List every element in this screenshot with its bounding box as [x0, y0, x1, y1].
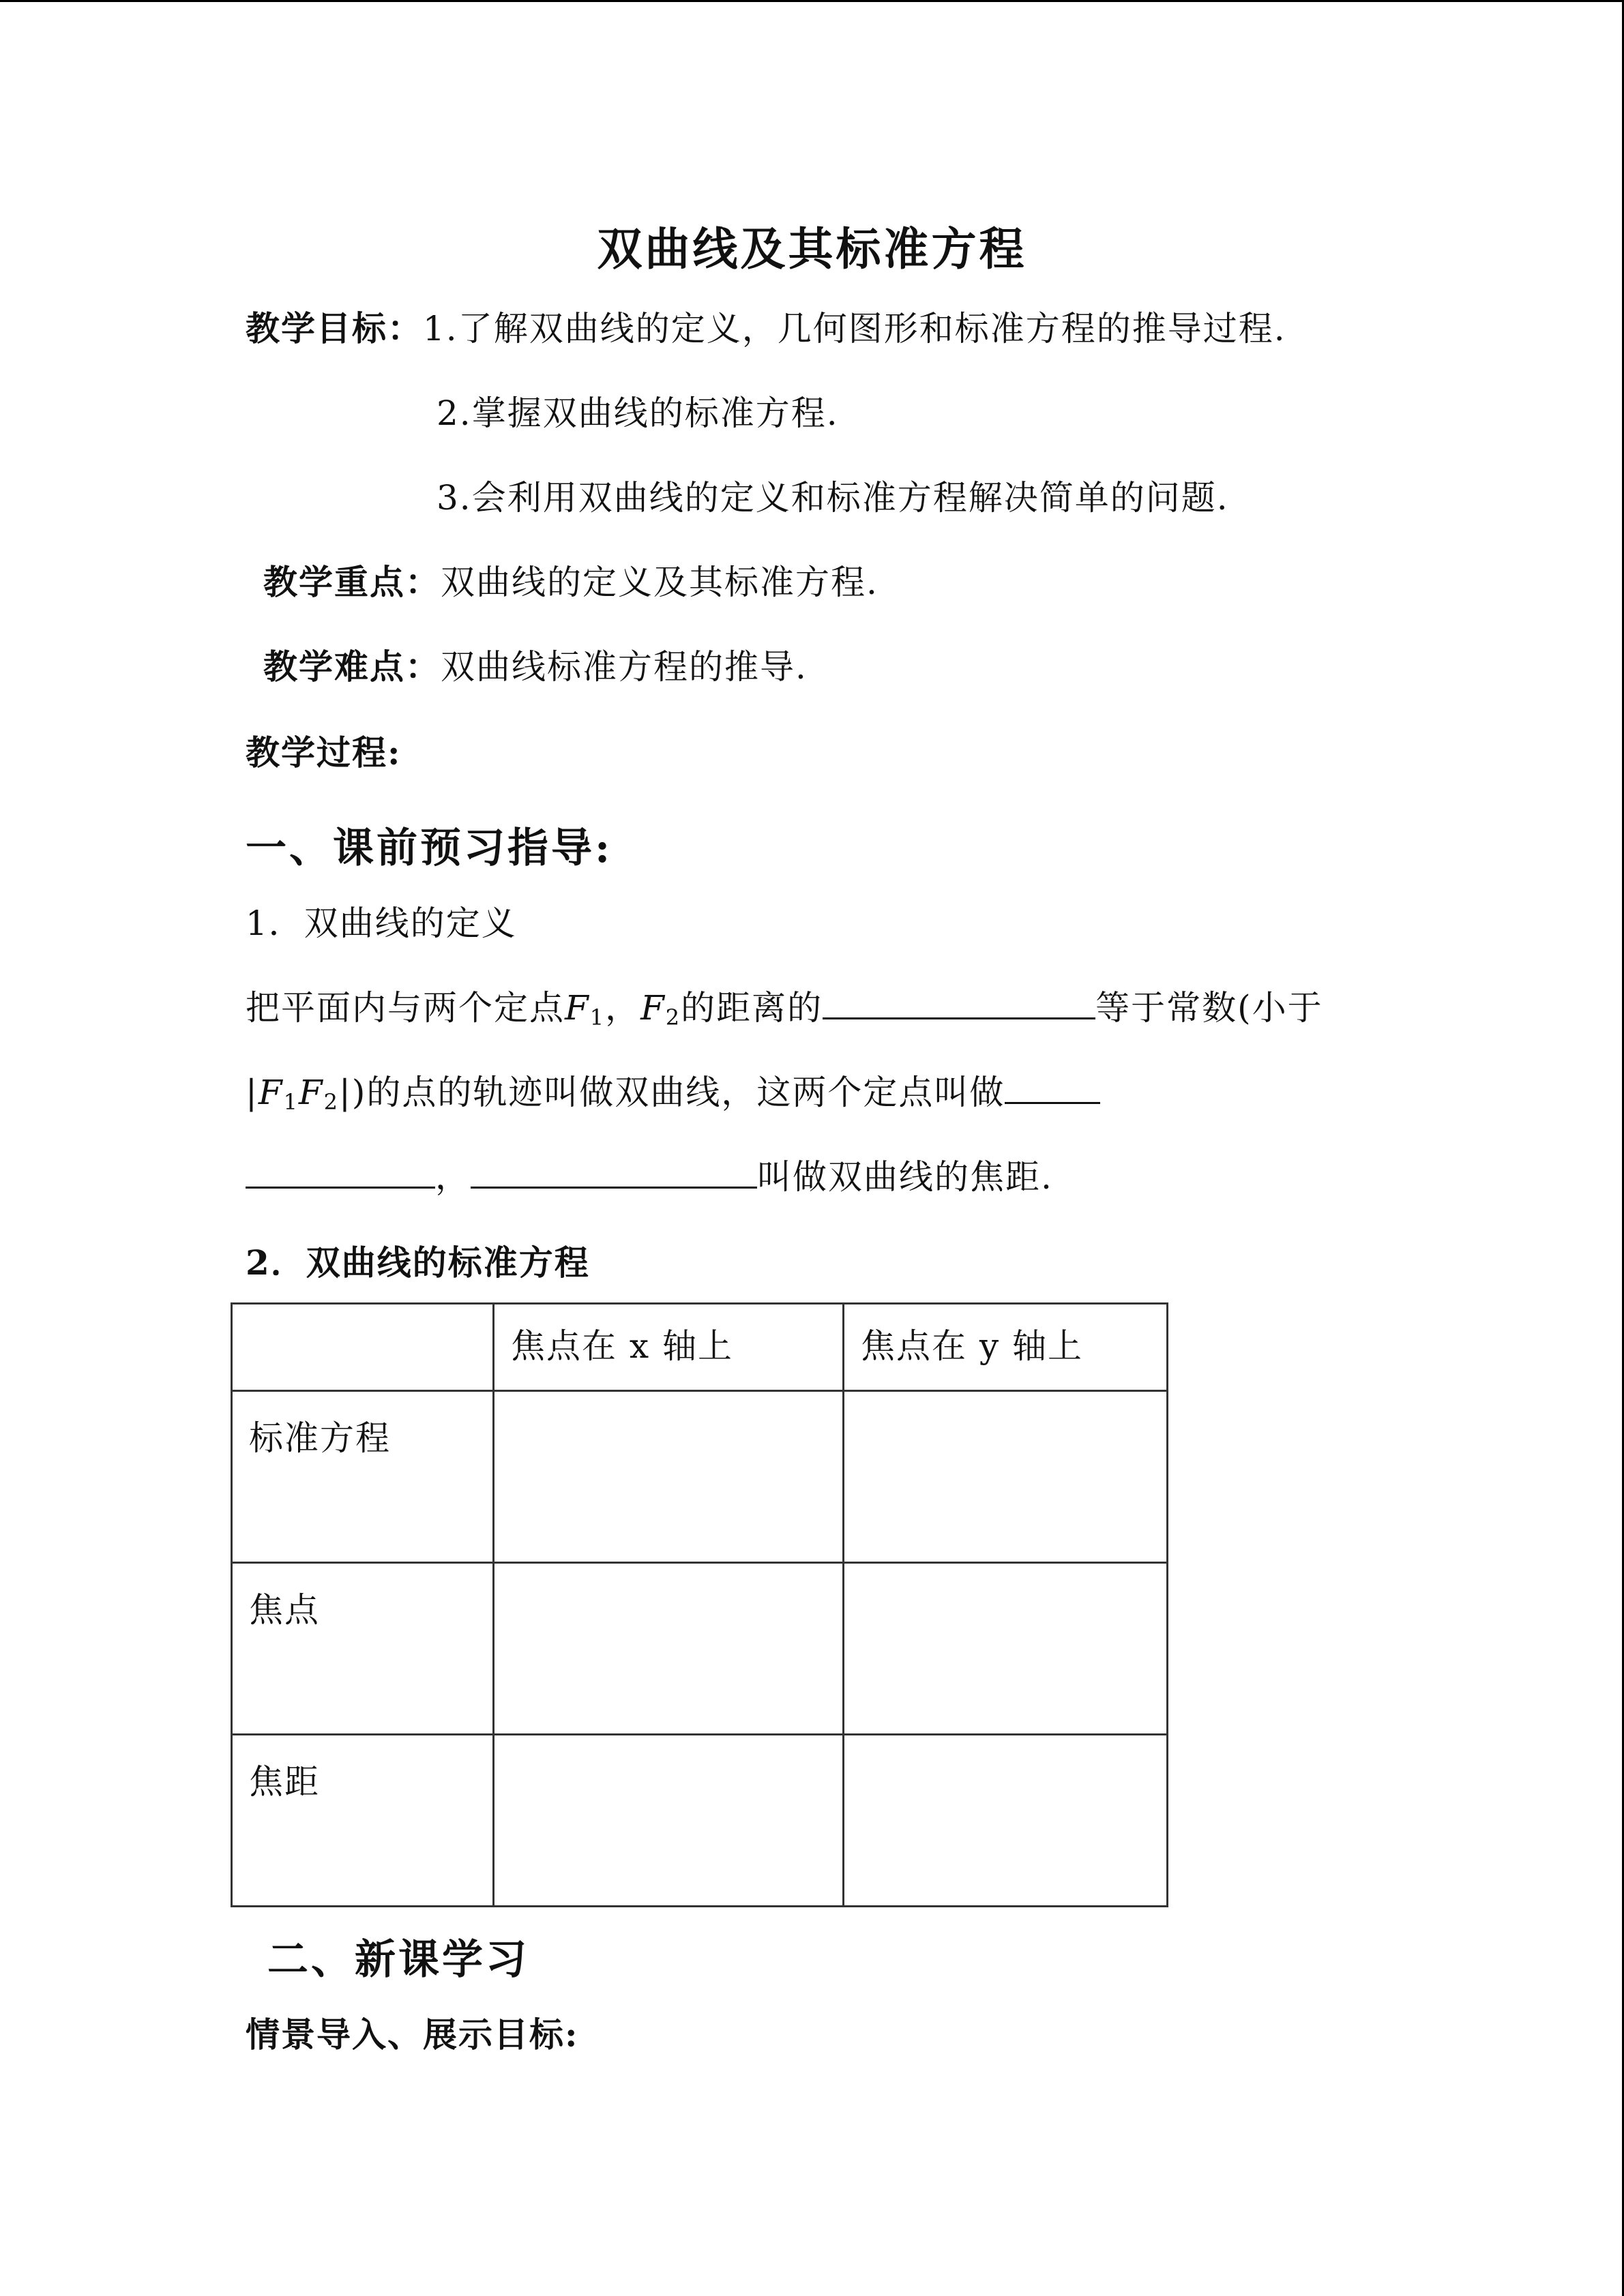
table-header-cell: 焦点在 x 轴上 — [494, 1304, 844, 1391]
key-point-label: 教学重点： — [263, 562, 441, 602]
table-row — [232, 1735, 1168, 1907]
objectives-label: 教学目标： — [246, 308, 423, 348]
answer-cell[interactable] — [494, 1391, 844, 1563]
row-label: 焦点 — [232, 1563, 494, 1735]
answer-cell[interactable] — [844, 1735, 1168, 1907]
f1-subscript: 1 — [589, 1004, 606, 1030]
f1-letter: F — [258, 1073, 284, 1112]
definition-text: 的距离的 — [681, 988, 823, 1028]
f2-subscript: 2 — [665, 1004, 681, 1030]
standard-equation-table — [231, 1302, 1168, 1907]
definition-text: 把平面内与两个定点 — [246, 988, 565, 1028]
definition-line-2 — [246, 1071, 1100, 1124]
answer-cell[interactable] — [844, 1391, 1168, 1563]
answer-cell[interactable] — [494, 1735, 844, 1907]
definition-text: 等于常数(小于 — [1095, 988, 1323, 1028]
definition-text: |)的点的轨迹叫做双曲线，这两个定点叫做 — [338, 1073, 1005, 1112]
table-row — [232, 1391, 1168, 1563]
page-title: 双曲线及其标准方程 — [597, 222, 1027, 275]
focus-f2 — [640, 988, 681, 1028]
difficulty-text: 双曲线标准方程的推导. — [441, 647, 808, 687]
comma: ， — [605, 988, 641, 1028]
objective-item: 1.了解双曲线的定义，几何图形和标准方程的推导过程. — [423, 309, 1286, 348]
fill-blank-3[interactable] — [471, 1184, 757, 1189]
f2-letter: F — [640, 988, 666, 1028]
section-2-intro: 情景导入、展示目标: — [246, 2014, 579, 2055]
comma: ， — [435, 1157, 471, 1197]
page-border-top — [0, 0, 1624, 2]
key-point-text: 双曲线的定义及其标准方程. — [441, 563, 879, 602]
objective-item: 3.会利用双曲线的定义和标准方程解决简单的问题. — [437, 478, 1229, 518]
definition-text: 叫做双曲线的焦距. — [757, 1157, 1053, 1197]
fill-blank-1[interactable] — [823, 1015, 1095, 1019]
section-2-heading: 二、新课学习 — [267, 1936, 529, 1984]
abs-bar: | — [246, 1073, 259, 1112]
fill-blank-2-continued[interactable] — [246, 1184, 435, 1189]
table-header-cell: 焦点在 y 轴上 — [844, 1304, 1168, 1391]
item-1-title: 1．双曲线的定义 — [246, 904, 517, 943]
f2-letter: F — [298, 1073, 324, 1112]
difficulty-row — [263, 645, 808, 689]
row-label: 标准方程 — [232, 1391, 494, 1563]
segment-f1f2 — [258, 1073, 339, 1115]
f1-subscript: 1 — [283, 1089, 299, 1115]
objectives-row-1 — [246, 307, 1286, 351]
definition-line-1 — [246, 986, 1323, 1039]
table-row — [232, 1563, 1168, 1735]
objective-item: 2.掌握双曲线的标准方程. — [437, 393, 839, 433]
definition-line-3 — [246, 1155, 1053, 1199]
process-label: 教学过程: — [246, 732, 402, 773]
difficulty-label: 教学难点： — [263, 646, 441, 687]
table-header-row — [232, 1304, 1168, 1391]
focus-f1 — [565, 988, 605, 1028]
fill-blank-2[interactable] — [1005, 1099, 1100, 1104]
f1-letter: F — [565, 988, 590, 1028]
section-1-heading: 一、课前预习指导: — [246, 824, 613, 872]
table-header-cell — [232, 1304, 494, 1391]
answer-cell[interactable] — [844, 1563, 1168, 1735]
answer-cell[interactable] — [494, 1563, 844, 1735]
f2-subscript: 2 — [323, 1089, 339, 1115]
key-point-row — [263, 561, 879, 604]
row-label: 焦距 — [232, 1735, 494, 1907]
item-2-title: 2．双曲线的标准方程 — [246, 1242, 590, 1283]
